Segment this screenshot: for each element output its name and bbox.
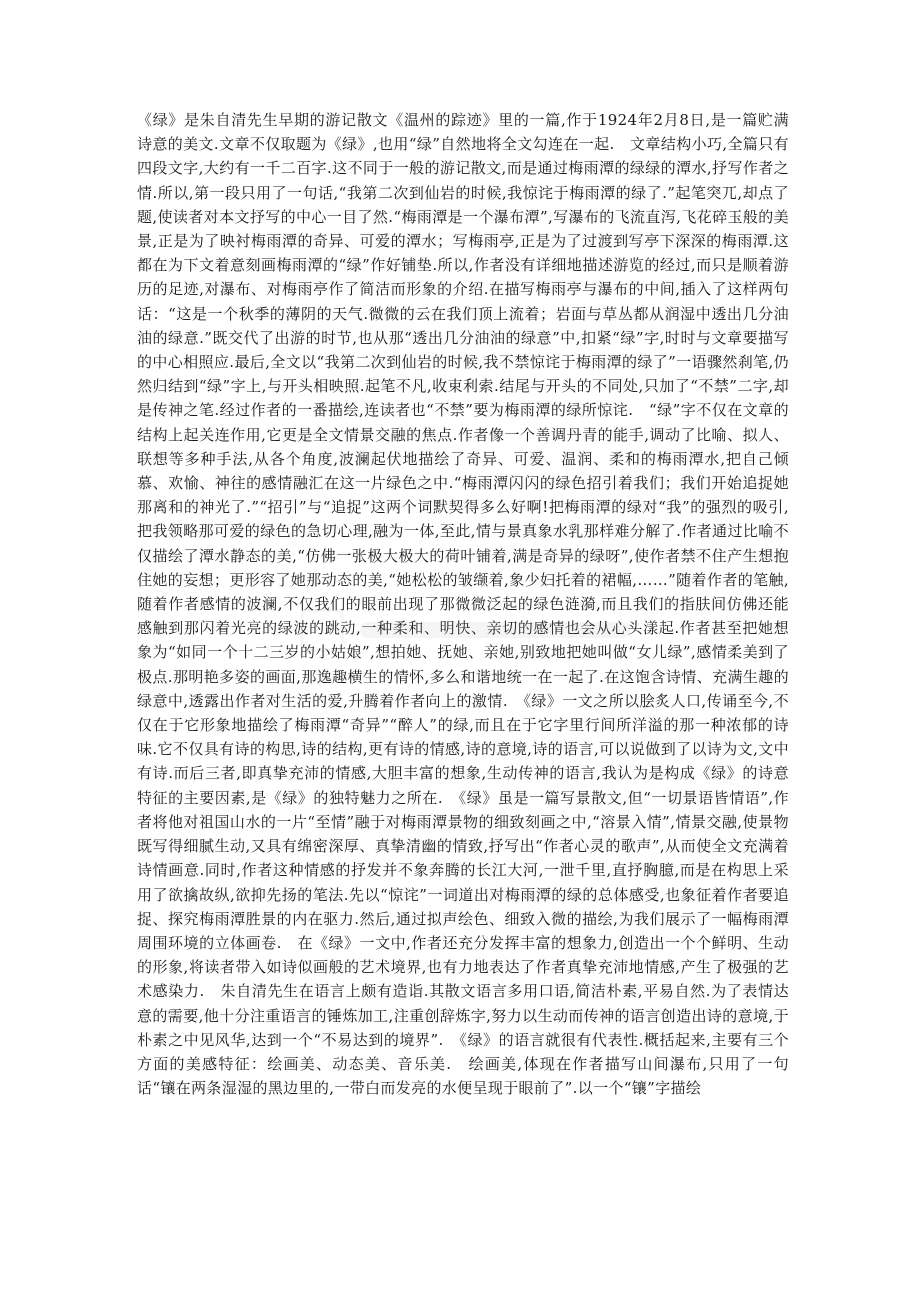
body-paragraph: 《绿》是朱自清先生早期的游记散文《温州的踪迹》里的一篇,作于1924年2月8日,是一篇贮满诗意的美文.文章不仅取题为《绿》,也用“绿”自然地将全文勾连在一起. 文章结构小巧,全篇只有四段文字,大约有一千二百字.这不同于一般的游记散文,而是通过梅雨潭的绿绿的潭水,抒写作者之情.所以,第一段只用了一句话,“我第二次到仙岩的时候,我惊诧于梅雨潭的绿了.”起笔突兀,却点了题,使读者对本文抒写的中心一目了然.“梅雨潭是一个瀑布潭”,写瀑布的飞流直泻,飞花碎玉般的美景,正是为了映衬梅雨潭的奇异、可爱的潭水；写梅雨亭,正是为了过渡到写亭下深深的梅雨潭.这都在为下文着意刻画梅雨潭的“绿”作好铺垫.所以,作者没有详细地描述游览的经过,而只是顺着游历的足迹,对瀑布、对梅雨亭作了简洁而形象的介绍.在描写梅雨亭与瀑布的中间,插入了这样两句话：“这是一个秋季的薄阴的天气.微微的云在我们顶上流着；岩面与草丛都从润湿中透出几分油油的绿意.”既交代了出游的时节,也从那“透出几分油油的绿意”中,扣紧“绿”字,时时与文章要描写的中心相照应.最后,全文以“我第二次到仙岩的时候,我不禁惊诧于梅雨潭的绿了”一语骤然刹笔,仍然归结到“绿”字上,与开头相映照.起笔不凡,收束利索.结尾与开头的不同处,只加了“不禁”二字,却是传神之笔.经过作者的一番描绘,连读者也“不禁”要为梅雨潭的绿所惊诧. “绿”字不仅在文章的结构上起关连作用,它更是全文情景交融的焦点.作者像一个善调丹青的能手,调动了比喻、拟人、联想等多种手法,从各个角度,波澜起伏地描绘了奇异、可爱、温润、柔和的梅雨潭水,把自己倾慕、欢愉、神往的感情融汇在这一片绿色之中.“梅雨潭闪闪的绿色招引着我们；我们开始追捉她那离和的神光了.”“招引”与“追捉”这两个词默契得多么好啊!把梅雨潭的绿对“我”的强烈的吸引,把我领略那可爱的绿色的急切心理,融为一体,至此,情与景真象水乳那样难分解了.作者通过比喻不仅描绘了潭水静态的美,“仿佛一张极大极大的荷叶铺着,满是奇异的绿呀”,使作者禁不住产生想抱住她的妄想；更形容了她那动态的美,“她松松的皱缬着,象少妇托着的裙幅,……”随着作者的笔触,随着作者感情的波澜,不仅我们的眼前出现了那微微泛起的绿色涟漪,而且我们的指肤间仿佛还能感触到那闪着光亮的绿波的跳动,一种柔和、明快、亲切的感情也会从心头漾起.作者甚至把她想象为“如同一个十二三岁的小姑娘”,想拍她、抚她、亲她,别致地把她叫做“女儿绿”,感情柔美到了极点.那明艳多姿的画面,那逸趣横生的情怀,多么和谐地统一在一起了.在这饱含诗情、充满生趣的绿意中,透露出作者对生活的爱,升腾着作者向上的激情. 《绿》一文之所以脍炙人口,传诵至今,不仅在于它形象地描绘了梅雨潭“奇异”“醉人”的绿,而且在于它字里行间所洋溢的那一种浓郁的诗味.它不仅具有诗的构思,诗的结构,更有诗的情感,诗的意境,诗的语言,可以说做到了以诗为文,文中有诗.而后三者,即真挚充沛的情感,大胆丰富的想象,生动传神的语言,我认为是构成《绿》的诗意特征的主要因素,是《绿》的独特魅力之所在. 《绿》虽是一篇写景散文,但“一切景语皆情语”,作者将他对祖国山水的一片“至情”融于对梅雨潭景物的细致刻画之中,“溶景入情”,情景交融,使景物既写得细腻生动,又具有绵密深厚、真挚清幽的情致,抒写出“作者心灵的歌声”,从而使全文充满着诗情画意.同时,作者这种情感的抒发并不象奔腾的长江大河,一泄千里,直抒胸臆,而是在构思上采用了欲擒故纵,欲抑先扬的笔法.先以“惊诧”一词道出对梅雨潭的绿的总体感受,也象征着作者要追捉、探究梅雨潭胜景的内在驱力.然后,通过拟声绘色、细致入微的描绘,为我们展示了一幅梅雨潭周围环境的立体画卷. 在《绿》一文中,作者还充分发挥丰富的想象力,创造出一个个鲜明、生动的形象,将读者带入如诗似画般的艺术境界,也有力地表达了作者真挚充沛地情感,产生了极强的艺术感染力. 朱自清先生在语言上颇有造诣.其散文语言多用口语,简洁朴素,平易自然.为了表情达意的需要,他十分注重语言的锤炼加工,注重创辞炼字,努力以生动而传神的语言创造出诗的意境,于朴素之中见风华,达到一个“不易达到的境界”. 《绿》的语言就很有代表性.概括起来,主要有三个方面的美感特征：绘画美、动态美、音乐美. 绘画美,体现在作者描写山间瀑布,只用了一句话“镶在两条湿湿的黑边里的,一带白而发亮的水便呈现于眼前了”.以一个“镶”字描绘 <box>137 111 789 1098</box>
document-page <box>137 108 789 1100</box>
